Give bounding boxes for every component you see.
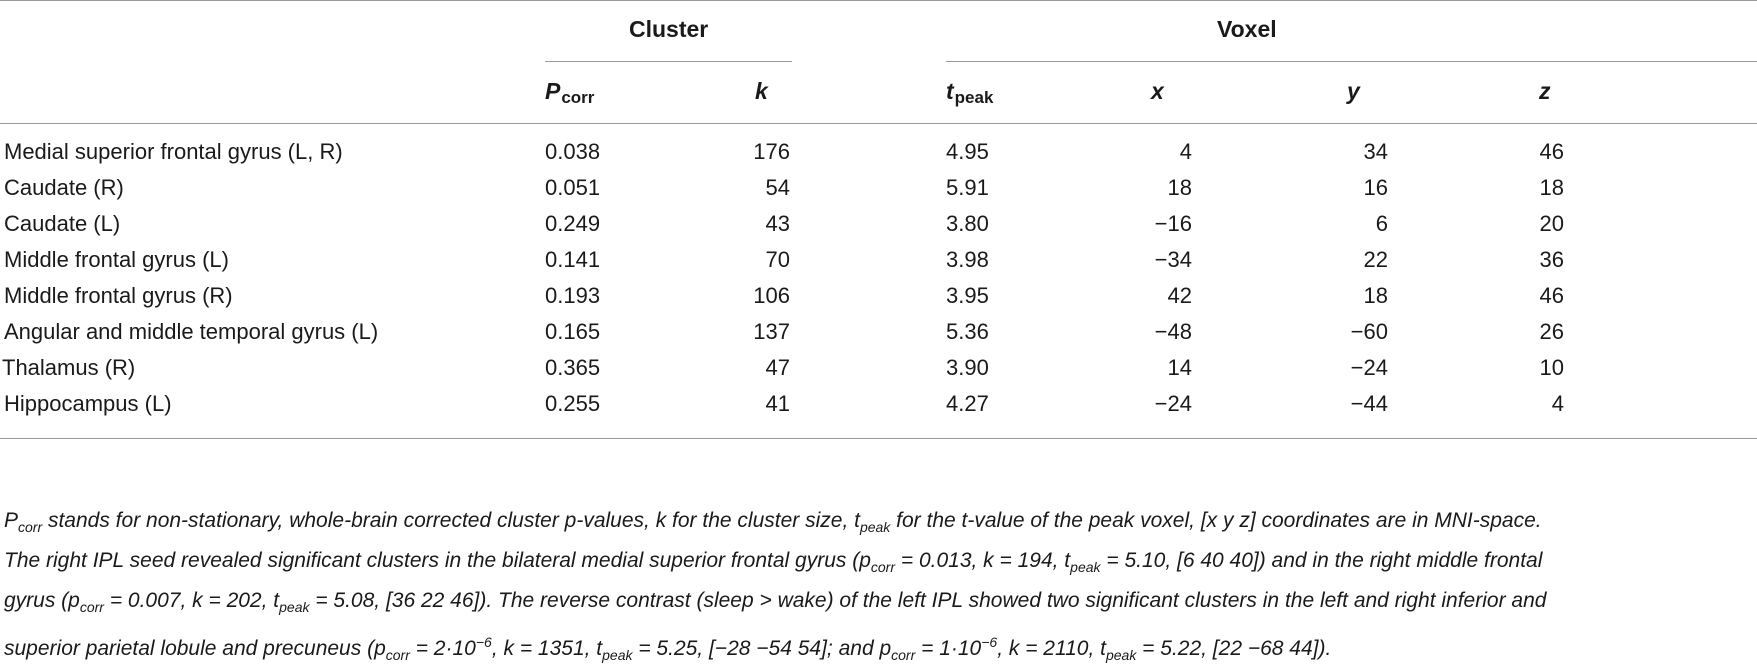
footnote-text: superior parietal lobule and precuneus (p bbox=[4, 636, 386, 660]
header-rule bbox=[0, 123, 1757, 124]
cell-x: −48 bbox=[1154, 319, 1192, 344]
tpeak-main: t bbox=[946, 78, 954, 104]
cell-y: 16 bbox=[1363, 175, 1388, 200]
footnote-subscript: peak bbox=[1070, 559, 1101, 576]
footnote-text: = 1·10 bbox=[915, 636, 982, 660]
footnote-text: gyrus (p bbox=[4, 589, 80, 613]
cell-k: 106 bbox=[753, 283, 790, 308]
voxel-group-rule bbox=[946, 61, 1757, 62]
cell-x: −16 bbox=[1154, 211, 1192, 236]
cell-tpeak: 3.80 bbox=[946, 211, 989, 236]
cell-pcorr: 0.193 bbox=[545, 283, 601, 308]
cell-k: 43 bbox=[765, 211, 790, 236]
cell-region: Medial superior frontal gyrus (L, R) bbox=[4, 139, 343, 164]
col-header-tpeak bbox=[946, 78, 993, 105]
footnote-text: = 2·10 bbox=[409, 636, 476, 660]
cell-tpeak: 5.36 bbox=[946, 319, 989, 344]
footnote-text: for the t-value of the peak voxel, [x y z] coordinates are in MNI-space. bbox=[890, 509, 1542, 532]
cell-z: 26 bbox=[1539, 319, 1564, 344]
cell-k: 41 bbox=[765, 391, 790, 416]
cell-x: 42 bbox=[1167, 283, 1192, 308]
footnote-subscript: corr bbox=[870, 559, 896, 576]
col-header-y: y bbox=[1347, 78, 1360, 104]
cell-y: −60 bbox=[1350, 319, 1388, 344]
footnote-text: = 5.10, [6 40 40]) and in the right middle frontal bbox=[1100, 549, 1543, 573]
cell-y: −44 bbox=[1350, 391, 1388, 416]
footnote-superscript: −6 bbox=[475, 633, 492, 650]
cell-pcorr: 0.038 bbox=[545, 139, 601, 164]
cell-k: 137 bbox=[753, 319, 790, 344]
pcorr-sub: corr bbox=[561, 88, 595, 107]
cluster-group-header: Cluster bbox=[629, 16, 709, 42]
cell-pcorr: 0.051 bbox=[545, 175, 601, 200]
cell-z: 20 bbox=[1539, 211, 1564, 236]
footnote-subscript: corr bbox=[891, 646, 916, 663]
cell-z: 46 bbox=[1539, 283, 1564, 308]
cell-k: 54 bbox=[765, 175, 790, 200]
footnote-line bbox=[4, 584, 1752, 624]
table-row bbox=[0, 247, 1757, 283]
footnote-text: = 5.25, [−28 −54 54]; and p bbox=[632, 636, 892, 660]
cell-region: Caudate (L) bbox=[4, 211, 121, 236]
footnote-subscript: corr bbox=[79, 599, 104, 616]
cell-z: 46 bbox=[1539, 139, 1564, 164]
cell-x: −24 bbox=[1154, 391, 1192, 416]
footnote-line bbox=[4, 504, 1752, 544]
footnote-line bbox=[4, 625, 1752, 672]
col-header-k: k bbox=[755, 78, 768, 104]
cell-k: 47 bbox=[765, 355, 790, 380]
footnote-text: stands for non-stationary, whole-brain corrected cluster p-values, k for the cluster size, t bbox=[42, 509, 860, 532]
cell-pcorr: 0.165 bbox=[545, 319, 601, 344]
cell-z: 18 bbox=[1539, 175, 1564, 200]
cell-tpeak: 3.90 bbox=[946, 355, 989, 380]
footnote-text: = 5.22, [22 −68 44]). bbox=[1136, 636, 1332, 660]
cell-y: 6 bbox=[1375, 211, 1388, 236]
cell-pcorr: 0.141 bbox=[545, 247, 601, 272]
cell-z: 4 bbox=[1551, 391, 1564, 416]
cell-z: 10 bbox=[1539, 355, 1564, 380]
table-row bbox=[0, 175, 1757, 211]
cell-x: 18 bbox=[1167, 175, 1192, 200]
cell-y: −24 bbox=[1350, 355, 1388, 380]
table-row bbox=[0, 391, 1757, 427]
col-header-x: x bbox=[1151, 78, 1164, 104]
cell-region: Hippocampus (L) bbox=[4, 391, 172, 416]
table-row bbox=[0, 139, 1757, 175]
cell-z: 36 bbox=[1539, 247, 1564, 272]
footnote-subscript: peak bbox=[1105, 646, 1137, 663]
bottom-rule bbox=[0, 438, 1757, 439]
cell-tpeak: 3.95 bbox=[946, 283, 989, 308]
cell-x: −34 bbox=[1154, 247, 1192, 272]
cell-tpeak: 4.27 bbox=[946, 391, 989, 416]
cell-y: 22 bbox=[1363, 247, 1388, 272]
footnote-text: , k = 2110, t bbox=[997, 636, 1106, 660]
footnote-text: P bbox=[4, 509, 19, 532]
cell-k: 176 bbox=[753, 139, 790, 164]
footnote-superscript: −6 bbox=[981, 633, 998, 650]
cell-x: 4 bbox=[1179, 139, 1192, 164]
cell-region: Middle frontal gyrus (R) bbox=[4, 283, 233, 308]
footnote-subscript: peak bbox=[279, 599, 310, 616]
footnote-text: = 0.007, k = 202, t bbox=[103, 589, 280, 613]
table-row bbox=[0, 355, 1757, 391]
table-row bbox=[0, 283, 1757, 319]
col-header-z: z bbox=[1539, 78, 1551, 104]
footnote-text: The right IPL seed revealed significant clusters in the bilateral medial superior frontal gyrus (p bbox=[4, 549, 871, 573]
cell-region: Caudate (R) bbox=[4, 175, 124, 200]
table-row bbox=[0, 319, 1757, 355]
tpeak-sub: peak bbox=[954, 88, 994, 107]
pcorr-main: P bbox=[545, 78, 561, 104]
cell-region: Thalamus (R) bbox=[2, 355, 136, 380]
footnote-subscript: peak bbox=[602, 646, 633, 663]
table-row bbox=[0, 211, 1757, 247]
footnote-subscript: peak bbox=[859, 519, 891, 536]
cell-y: 18 bbox=[1363, 283, 1388, 308]
footnote-subscript: corr bbox=[18, 519, 43, 536]
cell-pcorr: 0.365 bbox=[545, 355, 601, 380]
cell-x: 14 bbox=[1167, 355, 1192, 380]
cell-pcorr: 0.249 bbox=[545, 211, 601, 236]
col-header-pcorr bbox=[545, 78, 594, 105]
top-rule bbox=[0, 0, 1757, 1]
footnote-text: = 5.08, [36 22 46]). The reverse contrast (sleep > wake) of the left IPL showed two significant clusters in the left and right inferior and bbox=[309, 589, 1547, 613]
footnote-subscript: corr bbox=[385, 646, 410, 663]
voxel-group-header: Voxel bbox=[1217, 16, 1277, 42]
cell-y: 34 bbox=[1363, 139, 1388, 164]
cell-tpeak: 3.98 bbox=[946, 247, 989, 272]
footnote-text: = 0.013, k = 194, t bbox=[895, 549, 1071, 573]
cell-tpeak: 4.95 bbox=[946, 139, 989, 164]
footnote-text: , k = 1351, t bbox=[491, 636, 603, 660]
cluster-group-rule bbox=[545, 61, 792, 62]
cell-k: 70 bbox=[765, 247, 790, 272]
cell-region: Middle frontal gyrus (L) bbox=[4, 247, 229, 272]
cell-pcorr: 0.255 bbox=[545, 391, 601, 416]
cell-region: Angular and middle temporal gyrus (L) bbox=[4, 319, 379, 344]
footnote-line bbox=[4, 544, 1752, 584]
cell-tpeak: 5.91 bbox=[946, 175, 989, 200]
